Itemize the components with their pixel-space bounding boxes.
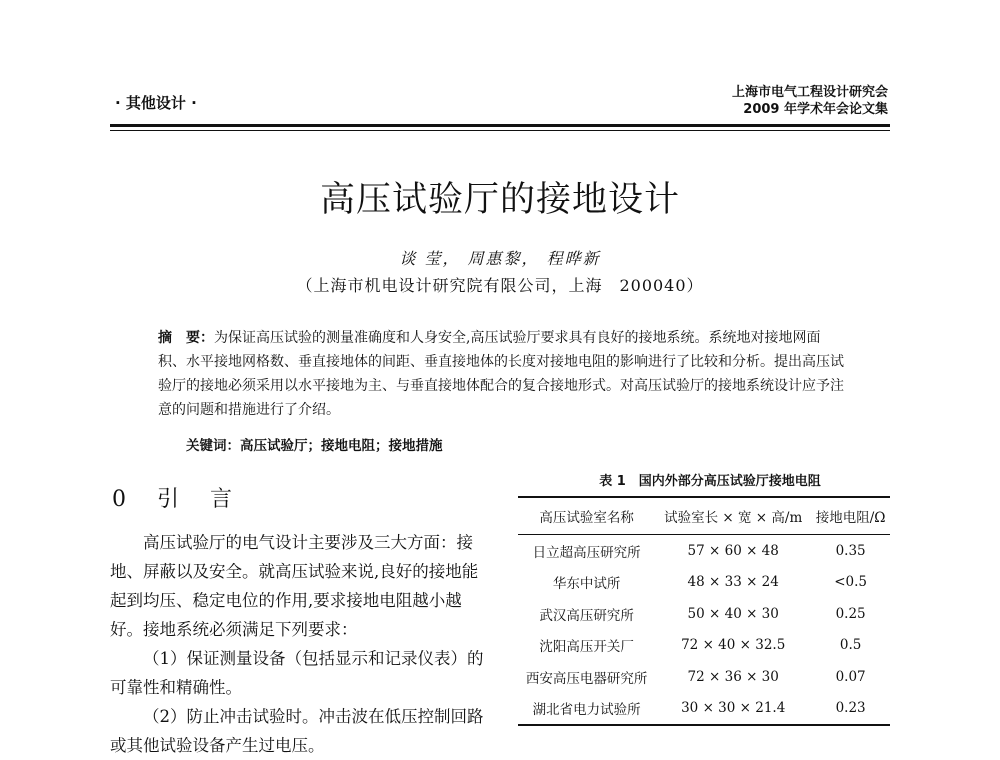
grounding-resistance-table <box>518 496 890 726</box>
table-cell: 武汉高压研究所 <box>539 607 634 624</box>
table-cell: 沈阳高压开关厂 <box>539 639 634 656</box>
table-cell: <0.5 <box>834 574 867 591</box>
table-row <box>518 598 890 630</box>
abstract-text: 为保证高压试验的测量准确度和人身安全,高压试验厅要求具有良好的接地系统。系统地对接地网面积、水平接地网格数、垂直接地体的间距、垂直接地体的长度对接地电阻的影响进行了比较和分析。提出高压试验厅的接地必须采用以水平接地为主、与垂直接地体配合的复合接地形式。对高压试验厅的接地系统设计应予注意的问题和措施进行了介绍。 <box>158 330 844 418</box>
table-cell: 湖北省电力试验所 <box>518 693 655 726</box>
table-cell: 日立超高压研究所 <box>532 544 641 561</box>
table-cell: 西安高压电器研究所 <box>525 670 648 687</box>
table-cell: 华东中试所 <box>552 576 621 593</box>
paper-title: 高压试验厅的接地设计 <box>319 180 680 220</box>
table-row <box>518 661 890 693</box>
body-paragraph: （2）防止冲击试验时。冲击波在低压控制回路或其他试验设备产生过电压。 <box>110 707 484 755</box>
table-cell: 0.25 <box>835 605 866 622</box>
table-header-cell: 接地电阻/Ω <box>811 497 890 535</box>
table-row <box>518 535 890 567</box>
table-cell: 0.23 <box>811 693 890 726</box>
table-header-cell: 高压试验室名称 <box>518 497 655 535</box>
table-cell: 48 × 33 × 24 <box>687 574 779 591</box>
body-paragraph: 高压试验厅的电气设计主要涉及三大方面：接地、屏蔽以及安全。就高压试验来说,良好的接地能起到均压、稳定电位的作用,要求接地电阻越小越好。接地系统必须满足下列要求： <box>110 533 479 639</box>
table-cell: 50 × 40 × 30 <box>687 605 779 622</box>
journal-header <box>732 84 888 118</box>
body-paragraph: （1）保证测量设备（包括显示和记录仪表）的可靠性和精确性。 <box>110 649 484 697</box>
table-header-row <box>518 497 890 535</box>
journal-org: 上海市电气工程设计研究会 <box>731 85 888 100</box>
table-cell: 0.35 <box>835 542 866 559</box>
table-row <box>518 567 890 599</box>
section-heading-intro: 0 引 言 <box>112 487 244 512</box>
abstract-label: 摘 要： <box>158 330 214 346</box>
table-caption: 表 1 国内外部分高压试验厅接地电阻 <box>599 474 821 489</box>
authors: 谈 莹， 周惠黎， 程晔新 <box>399 249 601 268</box>
header-rule-thin <box>110 130 890 131</box>
journal-section-label: · 其他设计 · <box>115 94 197 112</box>
table-row <box>518 630 890 662</box>
table-cell: 0.07 <box>835 668 866 685</box>
table-header-cell: 试验室长 × 宽 × 高/m <box>655 497 811 535</box>
abstract <box>158 326 848 422</box>
table-cell: 57 × 60 × 48 <box>687 542 779 559</box>
header-rule-thick <box>110 124 890 127</box>
table-row <box>518 693 890 726</box>
table-cell: 72 × 36 × 30 <box>687 668 779 685</box>
table-cell: 0.5 <box>839 637 862 654</box>
table-cell: 72 × 40 × 32.5 <box>681 637 786 654</box>
body-text <box>110 528 486 760</box>
journal-proceedings: 2009 年学术年会论文集 <box>743 102 888 117</box>
keywords: 关键词：高压试验厅；接地电阻；接地措施 <box>186 438 443 454</box>
table-cell: 30 × 30 × 21.4 <box>655 693 811 726</box>
affiliation: （上海市机电设计研究院有限公司，上海 200040） <box>296 276 704 295</box>
